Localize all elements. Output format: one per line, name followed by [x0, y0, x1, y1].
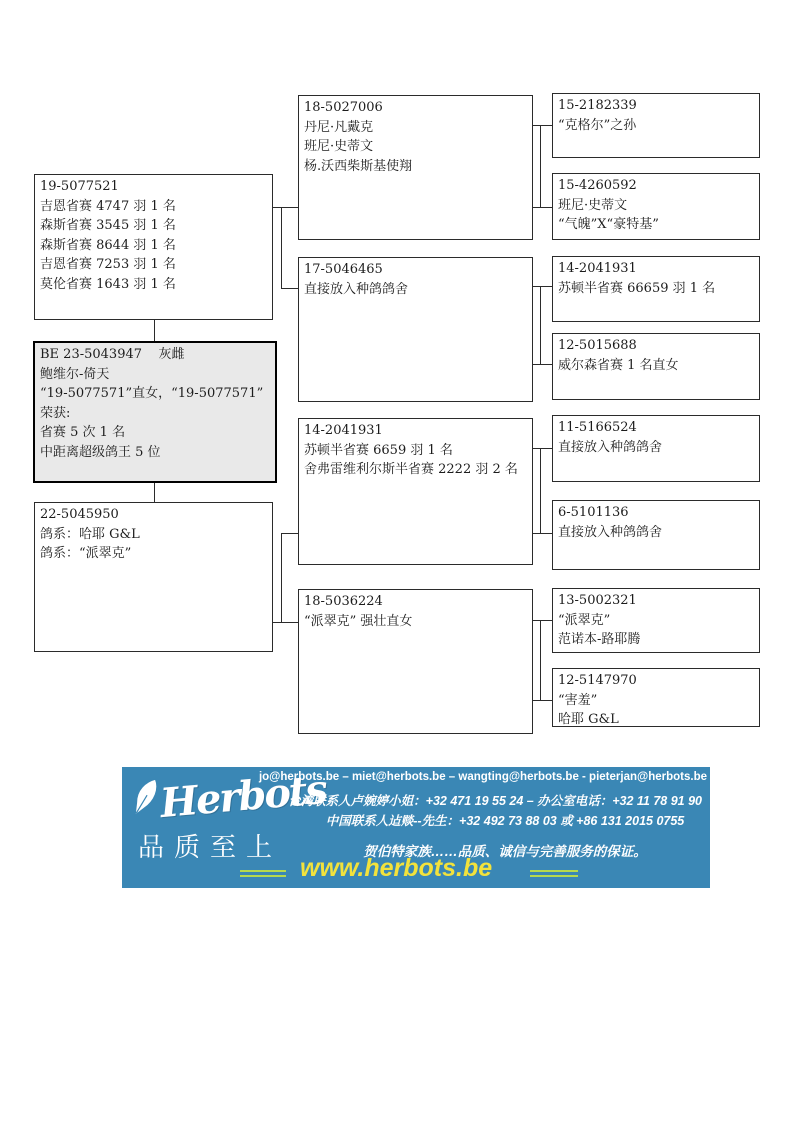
pedigree-text-line: 杨.沃西柴斯基使翔 — [304, 158, 413, 174]
ring-number: 15-2182339 — [558, 98, 637, 113]
paternal-granddam-box — [298, 257, 533, 402]
ring-number: 14-2041931 — [558, 261, 637, 276]
connector — [281, 533, 298, 534]
ring-number: 11-5166524 — [558, 420, 637, 435]
pedigree-text-line: “害羞” — [558, 692, 598, 708]
pedigree-text-line: 班尼·史蒂文 — [304, 139, 374, 154]
pedigree-text-line: 荣获: — [40, 405, 71, 421]
great-grandparent-box-2 — [552, 173, 760, 240]
contact-emails: jo@herbots.be – miet@herbots.be – wangting@herbots.be - pieterjan@herbots.be — [258, 771, 707, 783]
connector — [273, 207, 298, 208]
herbots-banner — [122, 767, 710, 888]
taiwan-contact-line: 台湾联系人卢婉婷小姐：+32 471 19 55 24 – 办公室电话：+32 11 78 91 90 — [288, 794, 702, 808]
ring-number: 12-5015688 — [558, 338, 637, 353]
connector — [540, 620, 541, 700]
connector — [154, 483, 155, 502]
great-grandparent-box-8 — [552, 668, 760, 727]
pedigree-text-line: “19-5077571”直女，“19-5077571” — [40, 386, 264, 401]
pedigree-text-line: 范诺本-路耶腾 — [558, 632, 641, 647]
connector — [533, 207, 552, 208]
maternal-granddam-box — [298, 589, 533, 734]
ring-number: 15-4260592 — [558, 178, 637, 193]
connector — [533, 700, 552, 701]
pedigree-text-line: “克格尔”之孙 — [558, 117, 637, 133]
connector — [540, 448, 541, 533]
connector — [154, 320, 155, 341]
connector — [281, 288, 298, 289]
connector — [533, 125, 552, 126]
ring-number: BE 23-5043947 灰雌 — [40, 347, 185, 362]
connector — [533, 620, 552, 621]
pedigree-text-line: 森斯省赛 3545 羽 1 名 — [40, 218, 176, 233]
pedigree-text-line: 鸽系：“派翠克” — [40, 546, 132, 561]
website-url: www.herbots.be — [300, 854, 493, 882]
pedigree-text-line: 舍弗雷维利尔斯半省赛 2222 羽 2 名 — [304, 462, 518, 477]
pedigree-text-line: 莫伦省赛 1643 羽 1 名 — [40, 276, 176, 292]
connector — [540, 125, 541, 207]
subject-box — [33, 341, 277, 483]
pedigree-text-line: “派翠克” 强壮直女 — [304, 613, 413, 629]
pedigree-text-line: 吉恩省赛 7253 羽 1 名 — [40, 257, 176, 272]
connector — [273, 622, 298, 623]
pedigree-text-line: 省赛 5 次 1 名 — [40, 425, 126, 440]
decor-line-right — [530, 870, 578, 877]
pedigree-text-line: 中距离超级鸽王 5 位 — [40, 444, 161, 460]
great-grandparent-box-4 — [552, 333, 760, 400]
ring-number: 18-5036224 — [304, 594, 383, 609]
pedigree-text-line: 鲍维尔-倚天 — [40, 366, 110, 382]
ring-number: 18-5027006 — [304, 100, 383, 115]
dam-box — [34, 502, 273, 652]
connector — [533, 286, 552, 287]
maternal-grandsire-box — [298, 418, 533, 565]
pedigree-text-line: 吉恩省赛 4747 羽 1 名 — [40, 198, 176, 214]
great-grandparent-box-1 — [552, 93, 760, 158]
ring-number: 14-2041931 — [304, 423, 383, 438]
pedigree-text-line: 丹尼·凡戴克 — [304, 119, 374, 135]
decor-line-left — [240, 870, 286, 877]
quality-tagline: 品质至上 — [138, 832, 283, 862]
connector — [540, 286, 541, 364]
connector — [533, 364, 552, 365]
herbots-logo-text: Herbots — [158, 765, 328, 828]
connector — [281, 533, 282, 622]
great-grandparent-box-5 — [552, 415, 760, 482]
ring-number: 12-5147970 — [558, 673, 637, 688]
pedigree-text-line: 威尔森省赛 1 名直女 — [558, 357, 679, 373]
ring-number: 19-5077521 — [40, 179, 119, 194]
connector — [533, 448, 552, 449]
pedigree-text-line: 苏顿半省赛 6659 羽 1 名 — [304, 442, 453, 458]
pedigree-text-line: 直接放入种鸽鸽舍 — [558, 524, 663, 540]
pedigree-text-line: 直接放入种鸽鸽舍 — [558, 439, 663, 455]
family-slogan: 贺伯特家族……品质、诚信与完善服务的保证。 — [363, 844, 647, 859]
sire-box — [34, 174, 273, 320]
pedigree-text-line: “气魄”X“豪特基” — [558, 217, 659, 232]
pedigree-text-line: 哈耶 G&L — [558, 712, 619, 727]
ring-number: 22-5045950 — [40, 507, 119, 522]
pedigree-text-line: 森斯省赛 8644 羽 1 名 — [40, 237, 176, 253]
ring-number: 13-5002321 — [558, 593, 637, 608]
pedigree-text-line: 直接放入种鸽鸽舍 — [304, 281, 409, 297]
ring-number: 6-5101136 — [558, 505, 629, 520]
pedigree-text-line: “派翠克” — [558, 612, 611, 628]
pedigree-text-line: 班尼·史蒂文 — [558, 197, 628, 213]
connector — [533, 533, 552, 534]
great-grandparent-box-6 — [552, 500, 760, 570]
pedigree-text-line: 苏顿半省赛 66659 羽 1 名 — [558, 280, 716, 296]
great-grandparent-box-3 — [552, 256, 760, 322]
connector — [281, 207, 282, 288]
pedigree-text-line: 鸽系：哈耶 G&L — [40, 526, 140, 542]
paternal-grandsire-box — [298, 95, 533, 240]
great-grandparent-box-7 — [552, 588, 760, 653]
ring-number: 17-5046465 — [304, 262, 383, 277]
china-contact-line: 中国联系人迠赕--先生：+32 492 73 88 03 或 +86 131 2015 0755 — [325, 814, 685, 828]
